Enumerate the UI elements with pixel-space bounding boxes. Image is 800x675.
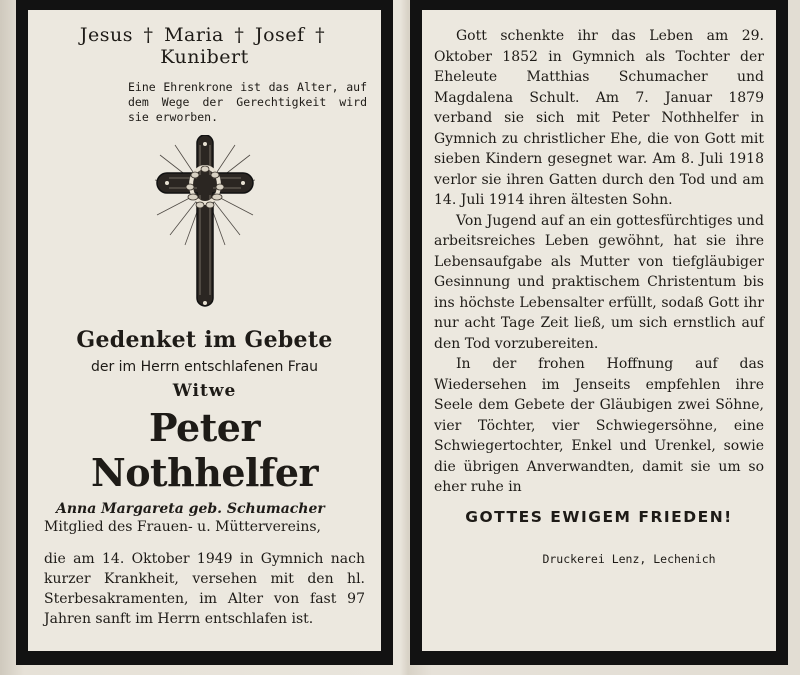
header-name-jesus: Jesus [79, 24, 133, 46]
deceased-intro: der im Herrn entschlafenen Frau [90, 359, 319, 375]
printer-credit: Druckerei Lenz, Lechenich [542, 551, 716, 566]
deceased-name: Peter Nothhelfer [90, 405, 319, 495]
right-card-page [422, 10, 776, 651]
cross-with-wreath-icon [145, 135, 265, 313]
death-notice: die am 14. Oktober 1949 in Gymnich nach kurzer Krankheit, versehen mit den hl. Sterbesakramenten, im Alter von fast 97 Jahren sanft im Herrn entschlafen ist. [44, 551, 365, 627]
left-card-frame [16, 0, 393, 665]
biography-paragraph: Gott schenkte ihr das Leben am 29. Oktober 1852 in Gymnich als Tochter der Eheleute Matthias Schumacher und Magdalena Schult. Am 7. Januar 1879 verband sie sich mit Peter Nothhelfer in Gymnich zu christlicher Ehe, die von Gott mit sieben Kindern gesegnet war. Am 8. Juli 1918 verlor sie ihren Gatten durch den Tod und am 14. Juli 1914 ihren ältesten Sohn. [434, 28, 764, 208]
right-card-frame [410, 0, 788, 665]
header-name-maria: Maria [164, 24, 224, 46]
pray-heading: Gedenket im Gebete [76, 327, 333, 353]
cross-dagger-icon: † [315, 24, 326, 46]
life-paragraph: Von Jugend auf an ein gottesfürchtiges und arbeitsreiches Leben gewöhnt, hat sie ihre Lebensaufgabe als Mutter von tiefgläubiger Gesinnung und praktischem Christentum bis ins höchste Lebensalter erfüllt, sodaß Gott ihr nur acht Tage Zeit ließ, um sich ernstlich auf den Tod vorzubereiten. [434, 212, 764, 352]
motto-quote: Eine Ehrenkrone ist das Alter, auf dem Wege der Gerechtigkeit wird sie erworben. [128, 80, 367, 124]
membership-line: Mitglied des Frauen- u. Müttervereins, [44, 519, 321, 535]
cross-dagger-icon: † [143, 24, 154, 46]
left-card-page [28, 10, 381, 651]
holy-names-header [38, 24, 371, 68]
birth-name: Anna Margareta geb. Schumacher [56, 501, 325, 517]
cross-dagger-icon: † [234, 24, 245, 46]
closing-blessing: GOTTES EWIGEM FRIEDEN! [465, 507, 733, 526]
header-name-josef: Josef [254, 24, 305, 46]
widow-label: Witwe [172, 381, 237, 401]
header-name-kunibert: Kunibert [160, 46, 249, 68]
survivors-paragraph: In der frohen Hoffnung auf das Wiedersehen im Jenseits empfehlen ihre Seele dem Gebete der Gläubigen zwei Söhne, vier Töchter, vier Schwiegersöhne, eine Schwiegertochter, Enkel und Urenkel, sowie die übrigen Anverwandten, damit sie um so eher ruhe in [434, 356, 764, 495]
